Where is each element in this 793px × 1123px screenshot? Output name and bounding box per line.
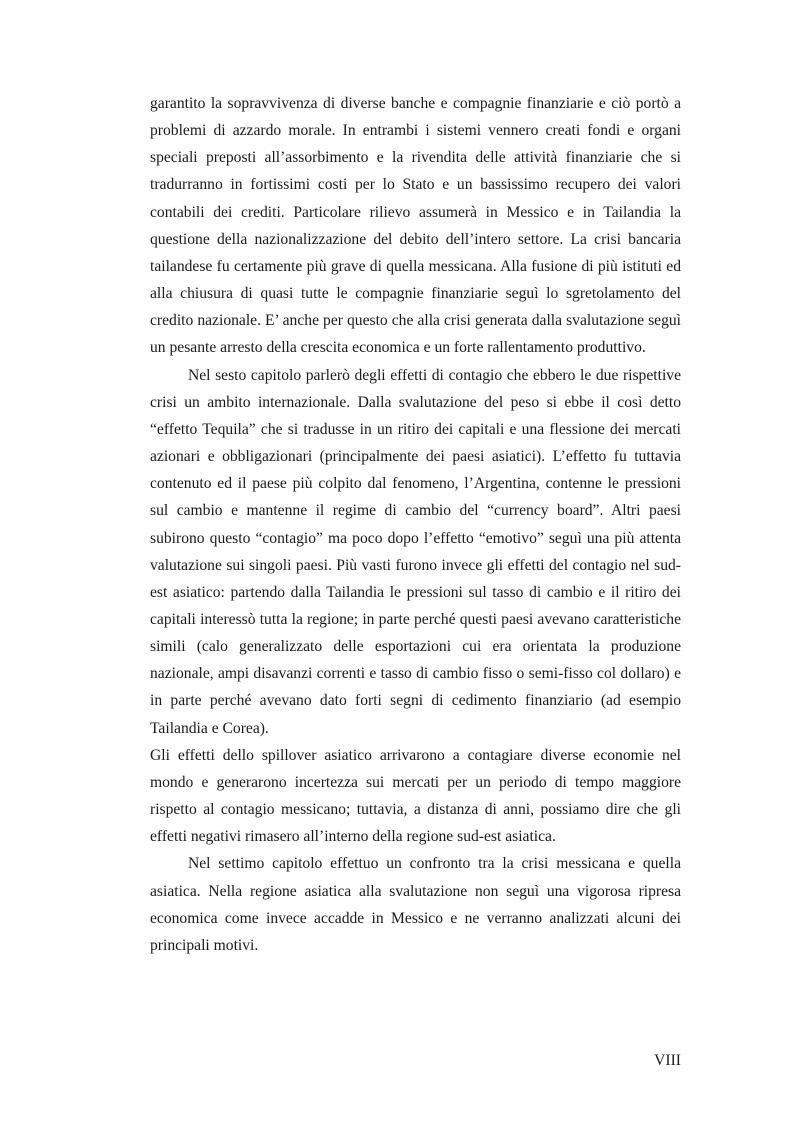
- paragraph-chapter-six: Nel sesto capitolo parlerò degli effetti di contagio che ebbero le due rispettive crisi un ambito internazionale. Dalla svalutazione del peso si ebbe il così detto “effetto Tequila” che si tradusse in un ritiro dei capitali e una flessione dei mercati azionari e obbligazionari (principalmente dei paesi asiatici). L’effetto fu tuttavia contenuto ed il paese più colpito dal fenomeno, l’Argentina, contenne le pressioni sul cambio e mantenne il regime di cambio del “currency board”. Altri paesi subirono questo “contagio” ma poco dopo l’effetto “emotivo” seguì una più attenta valutazione sui singoli paesi. Più vasti furono invece gli effetti del contagio nel sud-est asiatico: partendo dalla Tailandia le pressioni sul tasso di cambio e il ritiro dei capitali interessò tutta la regione; in parte perché questi paesi avevano caratteristiche simili (calo generalizzato delle esportazioni cui era orientata la produzione nazionale, ampi disavanzi correnti e tasso di cambio fisso o semi-fisso col dollaro) e in parte perché avevano dato forti segni di cedimento finanziario (ad esempio Tailandia e Corea).: [150, 366, 681, 737]
- paragraph-banking-crisis: garantito la sopravvivenza di diverse banche e compagnie finanziarie e ciò portò a problemi di azzardo morale. In entrambi i sistemi vennero creati fondi e organi speciali preposti all’assorbimento e la rivendita delle attività finanziarie che si tradurranno in fortissimi costi per lo Stato e un bassissimo recupero dei valori contabili dei crediti. Particolare rilievo assumerà in Messico e in Tailandia la questione della nazionalizzazione del debito dell’intero settore. La crisi bancaria tailandese fu certamente più grave di quella messicana. Alla fusione di più istituti ed alla chiusura di quasi tutte le compagnie finanziarie seguì lo sgretolamento del credito nazionale. E’ anche per questo che alla crisi generata dalla svalutazione seguì un pesante arresto della crescita economica e un forte rallentamento produttivo.: [150, 95, 681, 357]
- paragraph-chapter-seven: Nel settimo capitolo effettuo un confronto tra la crisi messicana e quella asiatica. Nella regione asiatica alla svalutazione non seguì una vigorosa ripresa economica come invece accadde in Messico e ne verranno analizzati alcuni dei principali motivi.: [150, 855, 681, 954]
- paragraph-spillover: Gli effetti dello spillover asiatico arrivarono a contagiare diverse economie nel mondo e generarono incertezza sui mercati per un periodo di tempo maggiore rispetto al contagio messicano; tuttavia, a distanza di anni, possiamo dire che gli effetti negativi rimasero all’interno della regione sud-est asiatica.: [150, 746, 681, 846]
- page-number: VIII: [654, 1052, 681, 1069]
- page-body: [150, 90, 681, 959]
